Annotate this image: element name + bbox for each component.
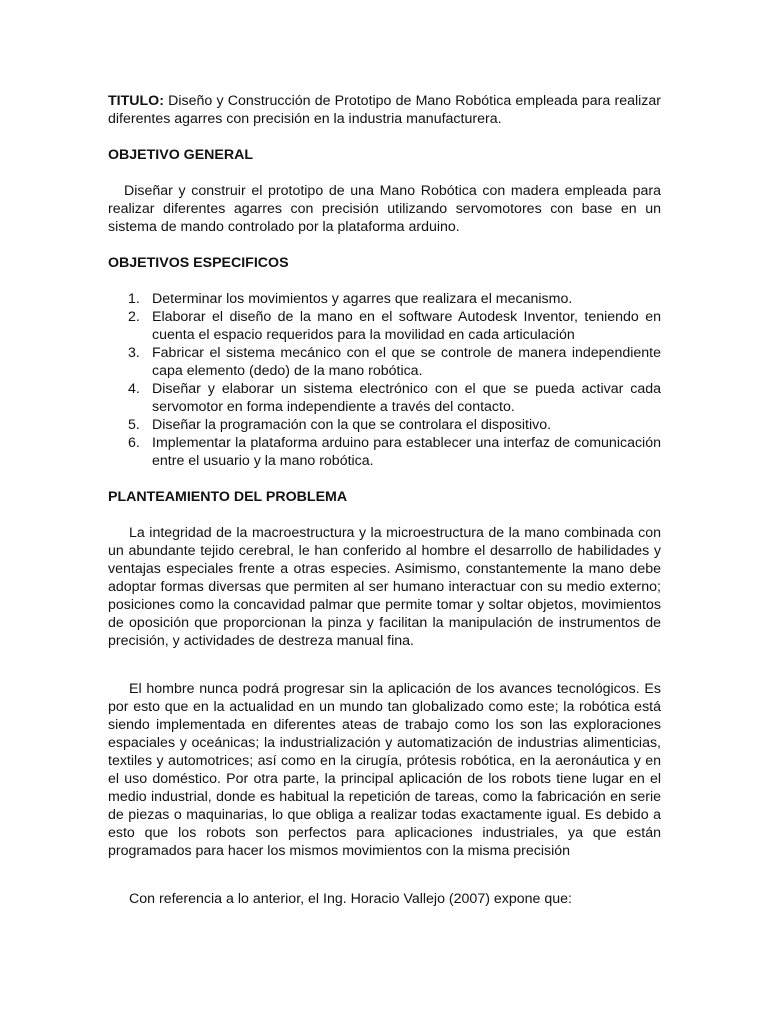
- list-item-text: Elaborar el diseño de la mano en el software Autodesk Inventor, teniendo en cuenta el espacio requeridos para la movilidad en cada articulación: [152, 309, 661, 343]
- document-title: [108, 92, 661, 128]
- list-item: [108, 290, 661, 308]
- list-item-text: Determinar los movimientos y agarres que realizara el mecanismo.: [152, 291, 573, 307]
- list-item-number: 3.: [128, 345, 140, 361]
- general-objective-heading: OBJETIVO GENERAL: [108, 147, 254, 163]
- list-item-text: Diseñar la programación con la que se controlara el dispositivo.: [152, 417, 552, 433]
- list-item-text: Diseñar y elaborar un sistema electrónico con el que se pueda activar cada servomotor en forma independiente a través del contacto.: [152, 381, 661, 415]
- problem-paragraph: El hombre nunca podrá progresar sin la aplicación de los avances tecnológicos. Es por esto que en la actualidad en un mundo tan globalizado como este; la robótica está siendo implementada en diferentes ateas de trabajo como los son las exploraciones espaciales y oceánicas; la industrialización y automatización de industrias alimenticias, textiles y automotrices; así como en la cirugía, prótesis robótica, en la aeronáutica y en el uso doméstico. Por otra parte, la principal aplicación de los robots tiene lugar en el medio industrial, donde es habitual la repetición de tareas, como la fabricación en serie de piezas o maquinarias, lo que obliga a realizar todas exactamente igual. Es debido a esto que los robots son perfectos para aplicaciones industriales, ya que están programados para hacer los mismos movimientos con la misma precisión: [108, 681, 661, 859]
- list-item-number: 5.: [128, 417, 140, 433]
- specific-objectives-heading: OBJETIVOS ESPECIFICOS: [108, 255, 289, 271]
- list-item-text: Implementar la plataforma arduino para establecer una interfaz de comunicación entre el usuario y la mano robótica.: [152, 435, 661, 469]
- list-item-number: 6.: [128, 435, 140, 451]
- title-label: TITULO:: [108, 93, 164, 109]
- problem-heading: PLANTEAMIENTO DEL PROBLEMA: [108, 489, 348, 505]
- list-item-number: 1.: [128, 291, 140, 307]
- list-item-number: 2.: [128, 309, 140, 325]
- list-item-text: Fabricar el sistema mecánico con el que se controle de manera independiente capa elemento (dedo) de la mano robótica.: [152, 345, 661, 379]
- document-page: [108, 92, 661, 926]
- problem-paragraph: La integridad de la macroestructura y la microestructura de la mano combinada con un abundante tejido cerebral, le han conferido al hombre el desarrollo de habilidades y ventajas especiales frente a otras especies. Asimismo, constantemente la mano debe adoptar formas diversas que permiten al ser humano interactuar con su medio externo; posiciones como la concavidad palmar que permite tomar y soltar objetos, movimientos de oposición que proporcionan la pinza y facilitan la manipulación de instrumentos de precisión, y actividades de destreza manual fina.: [108, 525, 661, 649]
- list-item: [108, 434, 661, 470]
- list-item: [108, 344, 661, 380]
- problem-paragraph: Con referencia a lo anterior, el Ing. Horacio Vallejo (2007) expone que:: [129, 891, 572, 907]
- list-item: [108, 308, 661, 344]
- list-item-number: 4.: [128, 381, 140, 397]
- list-item: [108, 380, 661, 416]
- general-objective-text: Diseñar y construir el prototipo de una Mano Robótica con madera empleada para realizar diferentes agarres con precisión utilizando servomotores con base en un sistema de mando controlado por la plataforma arduino.: [108, 183, 661, 235]
- specific-objectives-list: [108, 290, 661, 470]
- list-item: [108, 416, 661, 434]
- title-text: Diseño y Construcción de Prototipo de Mano Robótica empleada para realizar diferentes agarres con precisión en la industria manufacturera.: [108, 93, 661, 127]
